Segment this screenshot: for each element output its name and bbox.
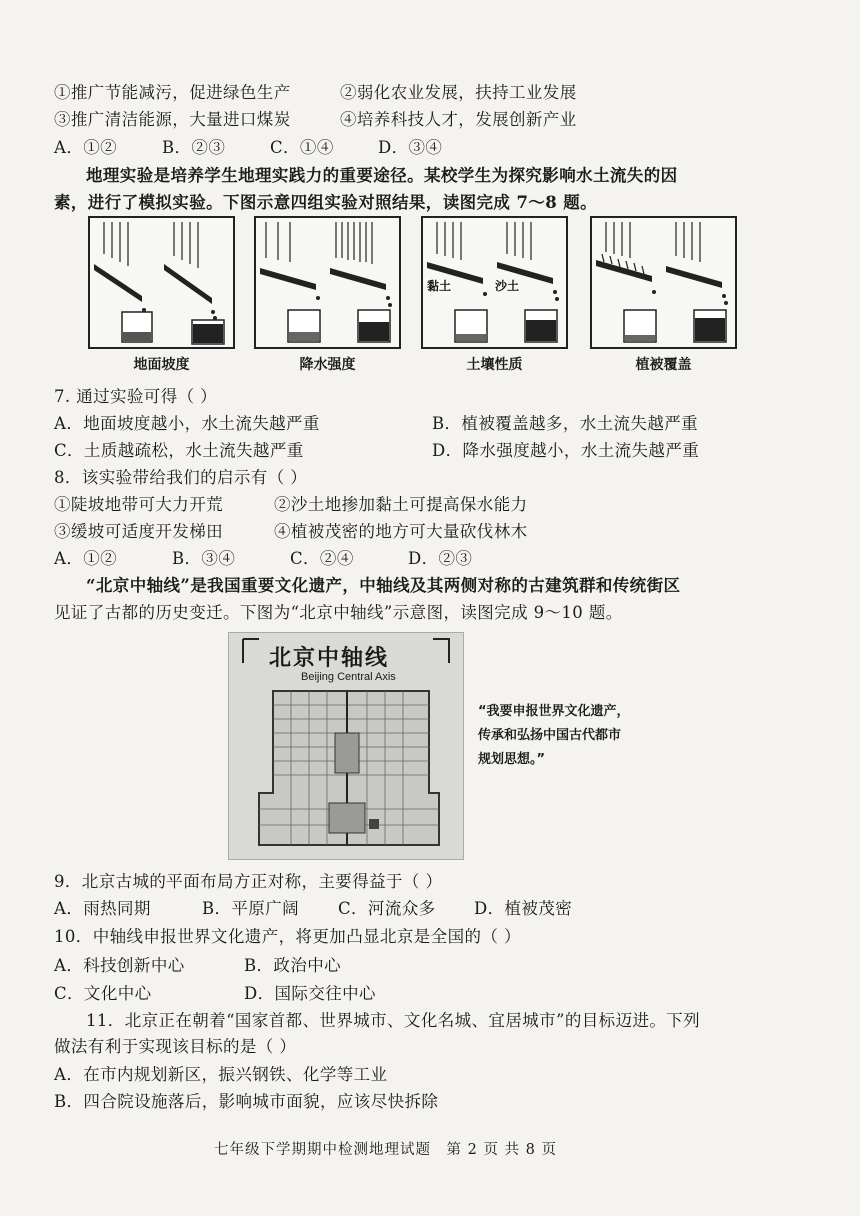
q8-choice-a: A．①② bbox=[54, 549, 118, 568]
q7-choices-row-1 bbox=[54, 413, 698, 435]
soil-label-sand: 沙土 bbox=[495, 279, 520, 293]
soil-label-clay: 黏土 bbox=[427, 279, 452, 293]
q10-choice-d: D．国际交往中心 bbox=[244, 984, 376, 1003]
q10-choices-row-1 bbox=[54, 955, 341, 977]
panel-rain-illustration bbox=[256, 218, 399, 347]
q8-statements-row-1 bbox=[54, 494, 528, 516]
panel-soil bbox=[421, 216, 568, 349]
q6-choices bbox=[54, 137, 442, 159]
q9-choice-d: D．植被茂密 bbox=[474, 899, 573, 918]
panel-caption-vegetation: 植被覆盖 bbox=[635, 357, 692, 373]
q6-choice-d: D．③④ bbox=[378, 138, 443, 157]
experiment-figure bbox=[88, 216, 740, 376]
q6-statements-row-1 bbox=[54, 82, 577, 104]
q7-stem: 7. 通过实验可得（ ） bbox=[54, 387, 218, 406]
panel-caption-rain: 降水强度 bbox=[299, 357, 356, 373]
q6-statements-row-2 bbox=[54, 109, 577, 131]
q8-choice-c: C．②④ bbox=[290, 549, 354, 568]
q8-statement-4: ④植被茂密的地方可大量砍伐林木 bbox=[274, 522, 528, 541]
map-subtitle: Beijing Central Axis bbox=[301, 671, 396, 683]
panel-vegetation bbox=[590, 216, 737, 349]
q8-choice-b: B．③④ bbox=[172, 549, 236, 568]
q6-statement-3: ③推广清洁能源，大量进口煤炭 bbox=[54, 110, 291, 129]
beijing-central-axis-map bbox=[228, 632, 464, 860]
intro-7-8-line-1: 地理实验是培养学生地理实践力的重要途径。某校学生为探究影响水土流失的因 bbox=[86, 166, 678, 185]
q8-statement-1: ①陡坡地带可大力开荒 bbox=[54, 495, 223, 514]
q10-choice-b: B．政治中心 bbox=[244, 956, 342, 975]
q9-choice-c: C．河流众多 bbox=[338, 899, 436, 918]
q6-statement-1: ①推广节能减污，促进绿色生产 bbox=[54, 83, 291, 102]
panel-caption-slope: 地面坡度 bbox=[133, 357, 190, 373]
q9-choice-a: A．雨热同期 bbox=[54, 899, 151, 918]
q9-choice-b: B．平原广阔 bbox=[202, 899, 300, 918]
q6-choice-a: A．①② bbox=[54, 138, 118, 157]
q7-choice-a: A．地面坡度越小，水土流失越严重 bbox=[54, 414, 320, 433]
q11-stem-line-1: 11．北京正在朝着“国家首都、世界城市、文化名城、宜居城市”的目标迈进。下列 bbox=[86, 1011, 701, 1030]
q10-choices-row-2 bbox=[54, 983, 376, 1005]
panel-vegetation-illustration bbox=[592, 218, 735, 347]
map-quote-line-3: 规划思想。” bbox=[478, 752, 546, 767]
q7-choices-row-2 bbox=[54, 440, 699, 462]
q9-stem: 9．北京古城的平面布局方正对称，主要得益于（ ） bbox=[54, 872, 443, 891]
q7-choice-d: D．降水强度越小，水土流失越严重 bbox=[432, 441, 700, 460]
panel-slope bbox=[88, 216, 235, 349]
q11-stem-line-2: 做法有利于实现该目标的是（ ） bbox=[54, 1037, 297, 1056]
map-title: 北京中轴线 bbox=[269, 645, 390, 671]
map-quote-line-2: 传承和弘扬中国古代都市 bbox=[478, 728, 622, 743]
panel-rain bbox=[254, 216, 401, 349]
q10-stem: 10．中轴线申报世界文化遗产，将更加凸显北京是全国的（ ） bbox=[54, 927, 521, 946]
q11-choice-b: B．四合院设施落后，影响城市面貌，应该尽快拆除 bbox=[54, 1092, 439, 1111]
q10-choice-c: C．文化中心 bbox=[54, 984, 152, 1003]
q8-stem: 8．该实验带给我们的启示有（ ） bbox=[54, 468, 308, 487]
q8-choices bbox=[54, 548, 472, 570]
panel-slope-illustration bbox=[90, 218, 233, 347]
q7-choice-c: C．土质越疏松，水土流失越严重 bbox=[54, 441, 304, 460]
q8-statement-3: ③缓坡可适度开发梯田 bbox=[54, 522, 223, 541]
q10-choice-a: A．科技创新中心 bbox=[54, 956, 185, 975]
page-footer: 七年级下学期期中检测地理试题 第 2 页 共 8 页 bbox=[214, 1142, 557, 1158]
q8-statement-2: ②沙土地掺加黏土可提高保水能力 bbox=[274, 495, 528, 514]
q9-choices bbox=[54, 898, 572, 920]
intro-9-10-line-2: 见证了古都的历史变迁。下图为“北京中轴线”示意图，读图完成 9～10 题。 bbox=[54, 603, 623, 622]
map-quote-line-1: “我要申报世界文化遗产， bbox=[478, 704, 630, 719]
q8-choice-d: D．②③ bbox=[408, 549, 473, 568]
panel-soil-illustration bbox=[423, 218, 566, 347]
intro-9-10-line-1: “北京中轴线”是我国重要文化遗产，中轴线及其两侧对称的古建筑群和传统街区 bbox=[86, 576, 681, 595]
q6-statement-4: ④培养科技人才，发展创新产业 bbox=[340, 110, 577, 129]
intro-7-8-line-2: 素，进行了模拟实验。下图示意四组实验对照结果，读图完成 7～8 题。 bbox=[54, 193, 598, 212]
q7-choice-b: B．植被覆盖越多，水土流失越严重 bbox=[432, 414, 699, 433]
panel-caption-soil: 土壤性质 bbox=[466, 357, 523, 373]
q8-statements-row-2 bbox=[54, 521, 528, 543]
q6-choice-c: C．①④ bbox=[270, 138, 334, 157]
q6-statement-2: ②弱化农业发展，扶持工业发展 bbox=[340, 83, 577, 102]
q6-choice-b: B．②③ bbox=[162, 138, 226, 157]
q11-choice-a: A．在市内规划新区，振兴钢铁、化学等工业 bbox=[54, 1065, 388, 1084]
